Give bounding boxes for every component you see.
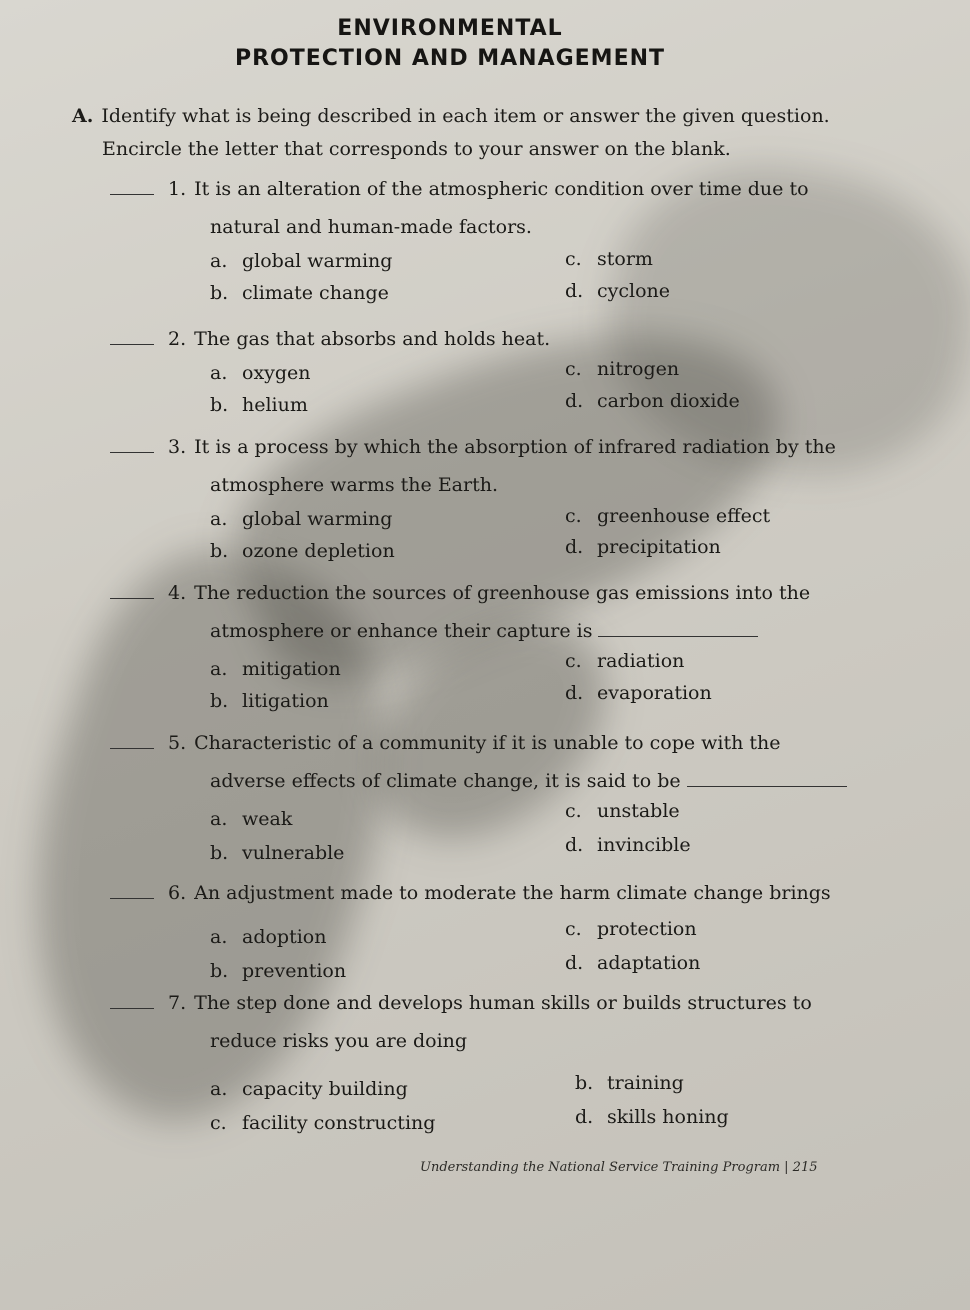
option-5a[interactable]: a. weak [210, 808, 293, 830]
question-text-cont: atmosphere warms the Earth. [210, 474, 499, 496]
option-7c[interactable]: c. facility constructing [210, 1112, 436, 1134]
inline-blank[interactable] [598, 616, 758, 637]
option-7d[interactable]: d. skills honing [575, 1106, 729, 1128]
option-7b[interactable]: b. training [575, 1072, 684, 1094]
question-number: 6. [168, 882, 187, 904]
section-label: A. [72, 105, 94, 127]
question-6 [110, 874, 870, 912]
option-1a[interactable]: a. global warming [210, 250, 393, 272]
question-number: 3. [168, 436, 187, 458]
question-text: An adjustment made to moderate the harm climate change brings [194, 882, 831, 904]
option-4a[interactable]: a. mitigation [210, 658, 341, 680]
option-5b[interactable]: b. vulnerable [210, 842, 345, 864]
option-3c[interactable]: c. greenhouse effect [565, 505, 771, 527]
option-2c[interactable]: c. nitrogen [565, 358, 680, 380]
option-2a[interactable]: a. oxygen [210, 362, 311, 384]
answer-blank[interactable] [110, 988, 154, 1009]
answer-blank[interactable] [110, 324, 154, 345]
option-4d[interactable]: d. evaporation [565, 682, 712, 704]
page-title-line1: ENVIRONMENTAL [337, 16, 563, 41]
option-1d[interactable]: d. cyclone [565, 280, 671, 302]
question-text: Characteristic of a community if it is unable to cope with the [194, 732, 781, 754]
option-6c[interactable]: c. protection [565, 918, 697, 940]
option-1c[interactable]: c. storm [565, 248, 653, 270]
question-4 [110, 574, 870, 650]
question-text-cont: reduce risks you are doing [210, 1030, 468, 1052]
answer-blank[interactable] [110, 728, 154, 749]
question-number: 4. [168, 582, 187, 604]
question-text-cont: atmosphere or enhance their capture is [210, 620, 593, 642]
option-4c[interactable]: c. radiation [565, 650, 685, 672]
question-text: The gas that absorbs and holds heat. [194, 328, 551, 350]
option-3a[interactable]: a. global warming [210, 508, 393, 530]
question-text-cont: adverse effects of climate change, it is said to be [210, 770, 681, 792]
option-1b[interactable]: b. climate change [210, 282, 389, 304]
question-text: It is an alteration of the atmospheric condition over time due to [194, 178, 809, 200]
question-text-cont: natural and human-made factors. [210, 216, 532, 238]
instructions-line1: Identify what is being described in each item or answer the given question. [101, 105, 830, 127]
option-6b[interactable]: b. prevention [210, 960, 347, 982]
page-footer: Understanding the National Service Training Program | 215 [420, 1160, 818, 1175]
question-3 [110, 428, 870, 504]
question-5 [110, 724, 870, 800]
instructions-line2: Encircle the letter that corresponds to your answer on the blank. [102, 138, 731, 160]
answer-blank[interactable] [110, 578, 154, 599]
question-7 [110, 984, 870, 1060]
question-text: It is a process by which the absorption of infrared radiation by the [194, 436, 836, 458]
question-text: The step done and develops human skills or builds structures to [194, 992, 812, 1014]
option-5c[interactable]: c. unstable [565, 800, 680, 822]
question-number: 1. [168, 178, 187, 200]
page-title-line2: PROTECTION AND MANAGEMENT [234, 46, 666, 71]
option-4b[interactable]: b. litigation [210, 690, 329, 712]
answer-blank[interactable] [110, 878, 154, 899]
option-3d[interactable]: d. precipitation [565, 536, 721, 558]
option-3b[interactable]: b. ozone depletion [210, 540, 395, 562]
inline-blank[interactable] [687, 766, 847, 787]
question-number: 2. [168, 328, 187, 350]
option-6a[interactable]: a. adoption [210, 926, 327, 948]
option-7a[interactable]: a. capacity building [210, 1078, 408, 1100]
instructions [72, 100, 872, 166]
question-text: The reduction the sources of greenhouse gas emissions into the [194, 582, 811, 604]
option-5d[interactable]: d. invincible [565, 834, 691, 856]
option-6d[interactable]: d. adaptation [565, 952, 701, 974]
question-number: 5. [168, 732, 187, 754]
answer-blank[interactable] [110, 174, 154, 195]
option-2b[interactable]: b. helium [210, 394, 308, 416]
question-1 [110, 170, 870, 246]
option-2d[interactable]: d. carbon dioxide [565, 390, 740, 412]
question-number: 7. [168, 992, 187, 1014]
question-2 [110, 320, 870, 358]
answer-blank[interactable] [110, 432, 154, 453]
